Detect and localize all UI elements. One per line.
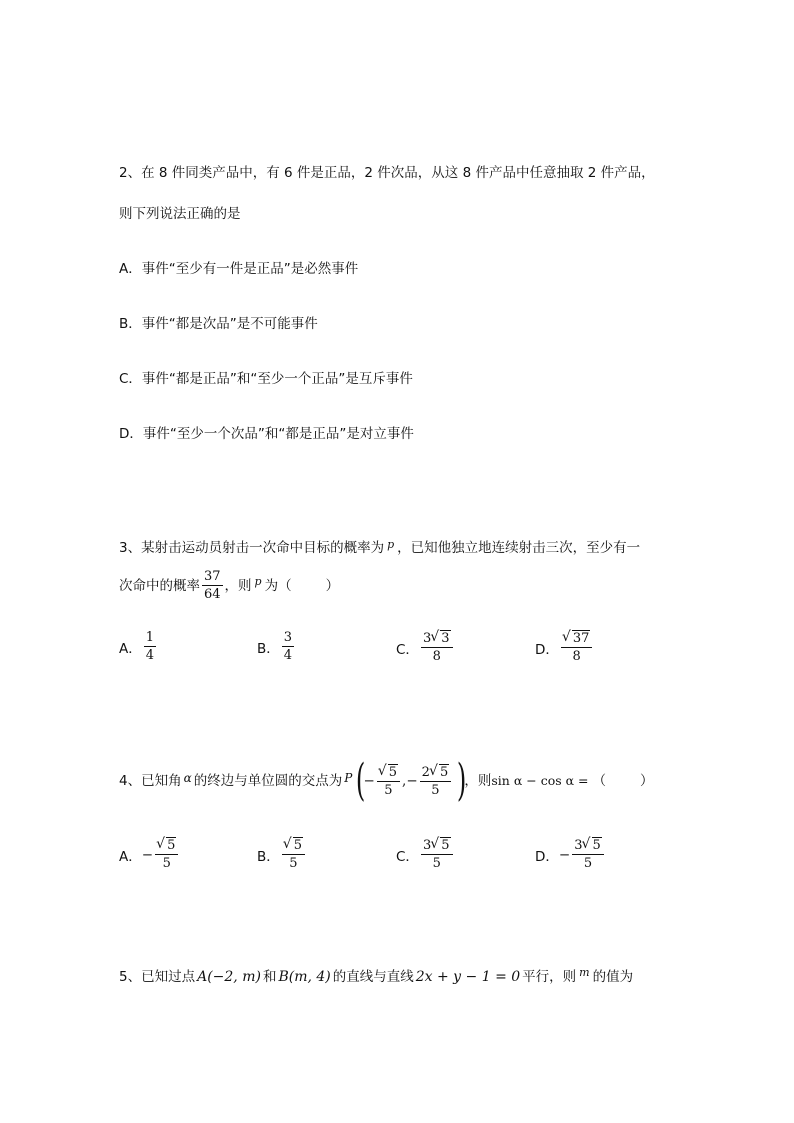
q4-stem-c: ，则 xyxy=(464,773,492,789)
q5-stem-c: 的直线与直线 xyxy=(332,969,414,985)
q4-frac1-sqrt xyxy=(379,764,398,781)
q4-option-a xyxy=(119,837,180,872)
q4-option-b-label: B． xyxy=(257,848,280,865)
q3-var-p2: p xyxy=(254,575,262,588)
q3-stem-d: ，则 xyxy=(224,578,252,594)
q2-option-d: D．事件“至少一个次品”和“都是正品”是对立事件 xyxy=(119,426,414,442)
q3-prob-den: 64 xyxy=(204,587,221,602)
q4-expr: sin α − cos α = xyxy=(491,773,589,788)
q3-stem-e: 为（ xyxy=(264,578,292,594)
q4-option-b-rad: 5 xyxy=(293,838,303,853)
q3-option-c xyxy=(396,630,455,665)
q4-option-a-sqrt xyxy=(157,837,176,854)
q4-stem xyxy=(119,756,654,806)
q3-option-b-fraction xyxy=(282,630,294,664)
q4-option-b-den: 5 xyxy=(282,854,305,872)
q4-option-b xyxy=(257,837,307,872)
q5-stem-a: 5、已知过点 xyxy=(119,969,196,985)
q4-option-d-sqrt xyxy=(583,837,602,854)
q2-stem-line1: 2、在 8 件同类产品中，有 6 件是正品，2 件次品，从这 8 件产品中任意抽取 2 件产品， xyxy=(119,165,655,181)
q4-frac2-rad: 5 xyxy=(439,764,449,780)
q3-option-a-fraction xyxy=(144,630,156,664)
q3-option-c-rad: 3 xyxy=(441,631,450,646)
q4-option-b-fraction xyxy=(282,837,305,872)
q4-option-d xyxy=(535,837,606,872)
q3-option-a-den: 4 xyxy=(145,648,155,663)
q4-option-d-fraction xyxy=(572,837,604,872)
q3-var-p: p xyxy=(387,538,395,551)
q4-option-c-coef: 3 xyxy=(422,838,432,853)
q4-frac2 xyxy=(420,764,452,799)
q5-point-b: B(m, 4) xyxy=(278,969,331,985)
q4-option-d-rad: 5 xyxy=(592,838,601,853)
q3-stem-line2 xyxy=(119,566,339,606)
q4-option-c-sqrt xyxy=(431,837,450,854)
q4-right-paren: ) xyxy=(457,755,467,806)
q5-var-m: m xyxy=(579,966,590,979)
q3-option-c-coef: 3 xyxy=(422,631,432,646)
q4-option-a-den: 5 xyxy=(155,854,178,872)
q3-stem-c: 次命中的概率 xyxy=(119,578,200,594)
q4-point-label: P xyxy=(344,771,353,785)
q5-stem-b: 和 xyxy=(262,969,277,985)
q3-option-b xyxy=(257,630,296,664)
q3-stem-a: 3、某射击运动员射击一次命中目标的概率为 xyxy=(119,540,385,556)
q3-stem-b: ，已知他独立地连续射击三次，至少有一 xyxy=(397,540,641,556)
q4-option-a-rad: 5 xyxy=(167,838,176,853)
q4-option-c-den: 5 xyxy=(421,854,453,872)
q4-frac2-sqrt xyxy=(430,764,449,781)
q4-comma: , xyxy=(402,773,407,789)
q4-option-c-rad: 5 xyxy=(441,838,450,853)
q4-option-d-coef: 3 xyxy=(574,838,583,853)
q4-option-d-label: D． xyxy=(535,848,559,865)
q5-stem xyxy=(119,968,633,986)
q3-option-b-label: B． xyxy=(257,641,280,657)
q3-prob-num: 37 xyxy=(204,569,221,584)
q4-option-a-sign: − xyxy=(141,846,154,863)
q3-option-c-label: C． xyxy=(396,641,419,658)
q4-option-b-sqrt xyxy=(284,837,303,854)
q4-frac1 xyxy=(377,764,400,799)
q4-option-c-label: C． xyxy=(396,848,419,865)
q2-stem-line2: 则下列说法正确的是 xyxy=(119,206,241,222)
q5-stem-d: 平行，则 xyxy=(522,969,577,985)
q2-option-a: A．事件“至少有一件是正品”是必然事件 xyxy=(119,261,359,277)
q3-option-d xyxy=(535,630,594,665)
q4-minus1: − xyxy=(363,773,375,789)
q2-option-b: B．事件“都是次品”是不可能事件 xyxy=(119,316,318,332)
q3-option-b-den: 4 xyxy=(283,648,293,663)
q4-frac2-den: 5 xyxy=(420,781,452,799)
q3-stem-f: ） xyxy=(325,578,340,594)
q4-option-d-sign: − xyxy=(558,846,571,863)
q5-line-eq: 2x + y − 1 = 0 xyxy=(415,969,521,985)
q3-option-a-label: A． xyxy=(119,641,142,657)
q4-left-paren: ( xyxy=(356,755,366,806)
q4-option-c-fraction xyxy=(421,837,453,872)
q5-point-a: A(−2, m) xyxy=(197,969,261,985)
q3-option-b-num: 3 xyxy=(283,630,293,645)
q3-option-d-den: 8 xyxy=(561,647,593,665)
q3-option-c-fraction xyxy=(421,630,453,665)
q4-var-alpha: α xyxy=(183,771,192,785)
q4-stem-d: （ xyxy=(592,773,606,789)
q4-option-a-label: A． xyxy=(119,848,142,865)
q4-stem-a: 4、已知角 xyxy=(119,773,182,789)
q4-minus2: − xyxy=(406,773,418,789)
q4-option-c xyxy=(396,837,455,872)
q4-option-d-den: 5 xyxy=(572,854,604,872)
q3-option-c-sqrt xyxy=(431,630,450,647)
q5-stem-e: 的值为 xyxy=(592,969,634,985)
q3-option-a xyxy=(119,630,158,664)
q3-option-d-fraction xyxy=(561,630,593,665)
q3-option-d-label: D． xyxy=(535,641,559,658)
q4-stem-e: ） xyxy=(640,773,654,789)
q3-option-d-rad: 37 xyxy=(572,631,590,646)
q4-frac1-rad: 5 xyxy=(388,764,398,780)
q3-prob-fraction xyxy=(202,569,223,603)
q4-stem-b: 的终边与单位圆的交点为 xyxy=(193,773,343,789)
q3-stem-line1 xyxy=(119,536,640,557)
q3-option-a-num: 1 xyxy=(145,630,155,645)
q4-option-a-fraction xyxy=(155,837,178,872)
q4-frac2-coef: 2 xyxy=(421,764,430,780)
q2-option-c: C．事件“都是正品”和“至少一个正品”是互斥事件 xyxy=(119,371,413,387)
q3-option-c-den: 8 xyxy=(421,647,453,665)
q3-option-d-sqrt xyxy=(563,630,591,647)
q4-frac1-den: 5 xyxy=(377,781,400,799)
